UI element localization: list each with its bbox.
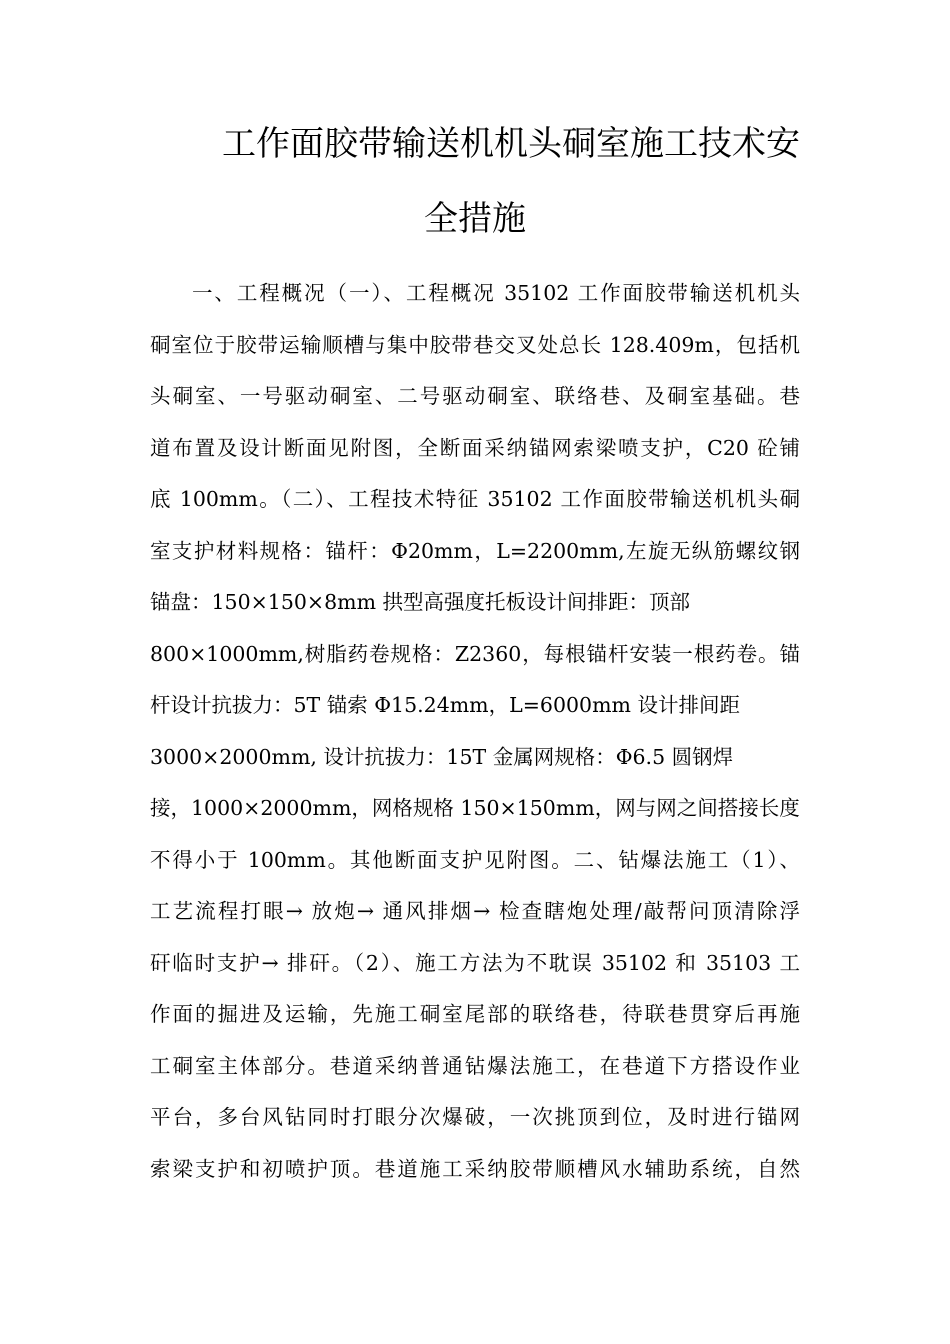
- body-line: 锚盘：150×150×8mm 拱型高强度托板设计间排距：顶部: [150, 590, 691, 614]
- document-title-line-2: 全措施: [424, 199, 526, 239]
- body-line: 作面的掘进及运输，先施工硐室尾部的联络巷，待联巷贯穿后再施: [150, 1002, 800, 1026]
- body-line: 3000×2000mm, 设计抗拔力：15T 金属网规格：Φ6.5 圆钢焊: [150, 744, 734, 769]
- body-line: 室支护材料规格：锚杆：Φ20mm，L=2200mm,左旋无纵筋螺纹钢: [150, 538, 800, 563]
- document-body: [150, 268, 800, 1195]
- body-line: 底 100mm。（二）、工程技术特征 35102 工作面胶带输送机机头硐: [150, 487, 800, 511]
- document-title-line-1: 工作面胶带输送机机头硐室施工技术安: [222, 124, 800, 164]
- body-line: 工硐室主体部分。巷道采纳普通钻爆法施工，在巷道下方搭设作业: [150, 1053, 800, 1078]
- body-line: 矸临时支护→ 排矸。（2）、施工方法为不耽误 35102 和 35103 工: [150, 950, 800, 975]
- body-line: 一、工程概况（一）、工程概况 35102 工作面胶带输送机机头: [192, 281, 800, 305]
- body-line: 工艺流程打眼→ 放炮→ 通风排烟→ 检查瞎炮处理/敲帮问顶清除浮: [150, 899, 800, 923]
- body-line: 800×1000mm,树脂药卷规格：Z2360，每根锚杆安装一根药卷。锚: [150, 641, 800, 666]
- body-line: 硐室位于胶带运输顺槽与集中胶带巷交叉处总长 128.409m，包括机: [150, 332, 800, 357]
- body-line: 索梁支护和初喷护顶。巷道施工采纳胶带顺槽风水辅助系统，自然: [150, 1156, 800, 1181]
- body-line: 道布置及设计断面见附图，全断面采纳锚网索梁喷支护，C20 砼铺: [150, 435, 800, 460]
- body-line: 平台，多台风钻同时打眼分次爆破，一次挑顶到位，及时进行锚网: [150, 1105, 800, 1129]
- body-line: 头硐室、一号驱动硐室、二号驱动硐室、联络巷、及硐室基础。巷: [150, 384, 800, 408]
- body-line: 不得小于 100mm。其他断面支护见附图。二、钻爆法施工（1）、: [150, 847, 800, 872]
- body-line: 杆设计抗拔力：5T 锚索 Φ15.24mm，L=6000mm 设计排间距: [150, 693, 740, 717]
- body-line: 接，1000×2000mm，网格规格 150×150mm，网与网之间搭接长度: [150, 796, 800, 820]
